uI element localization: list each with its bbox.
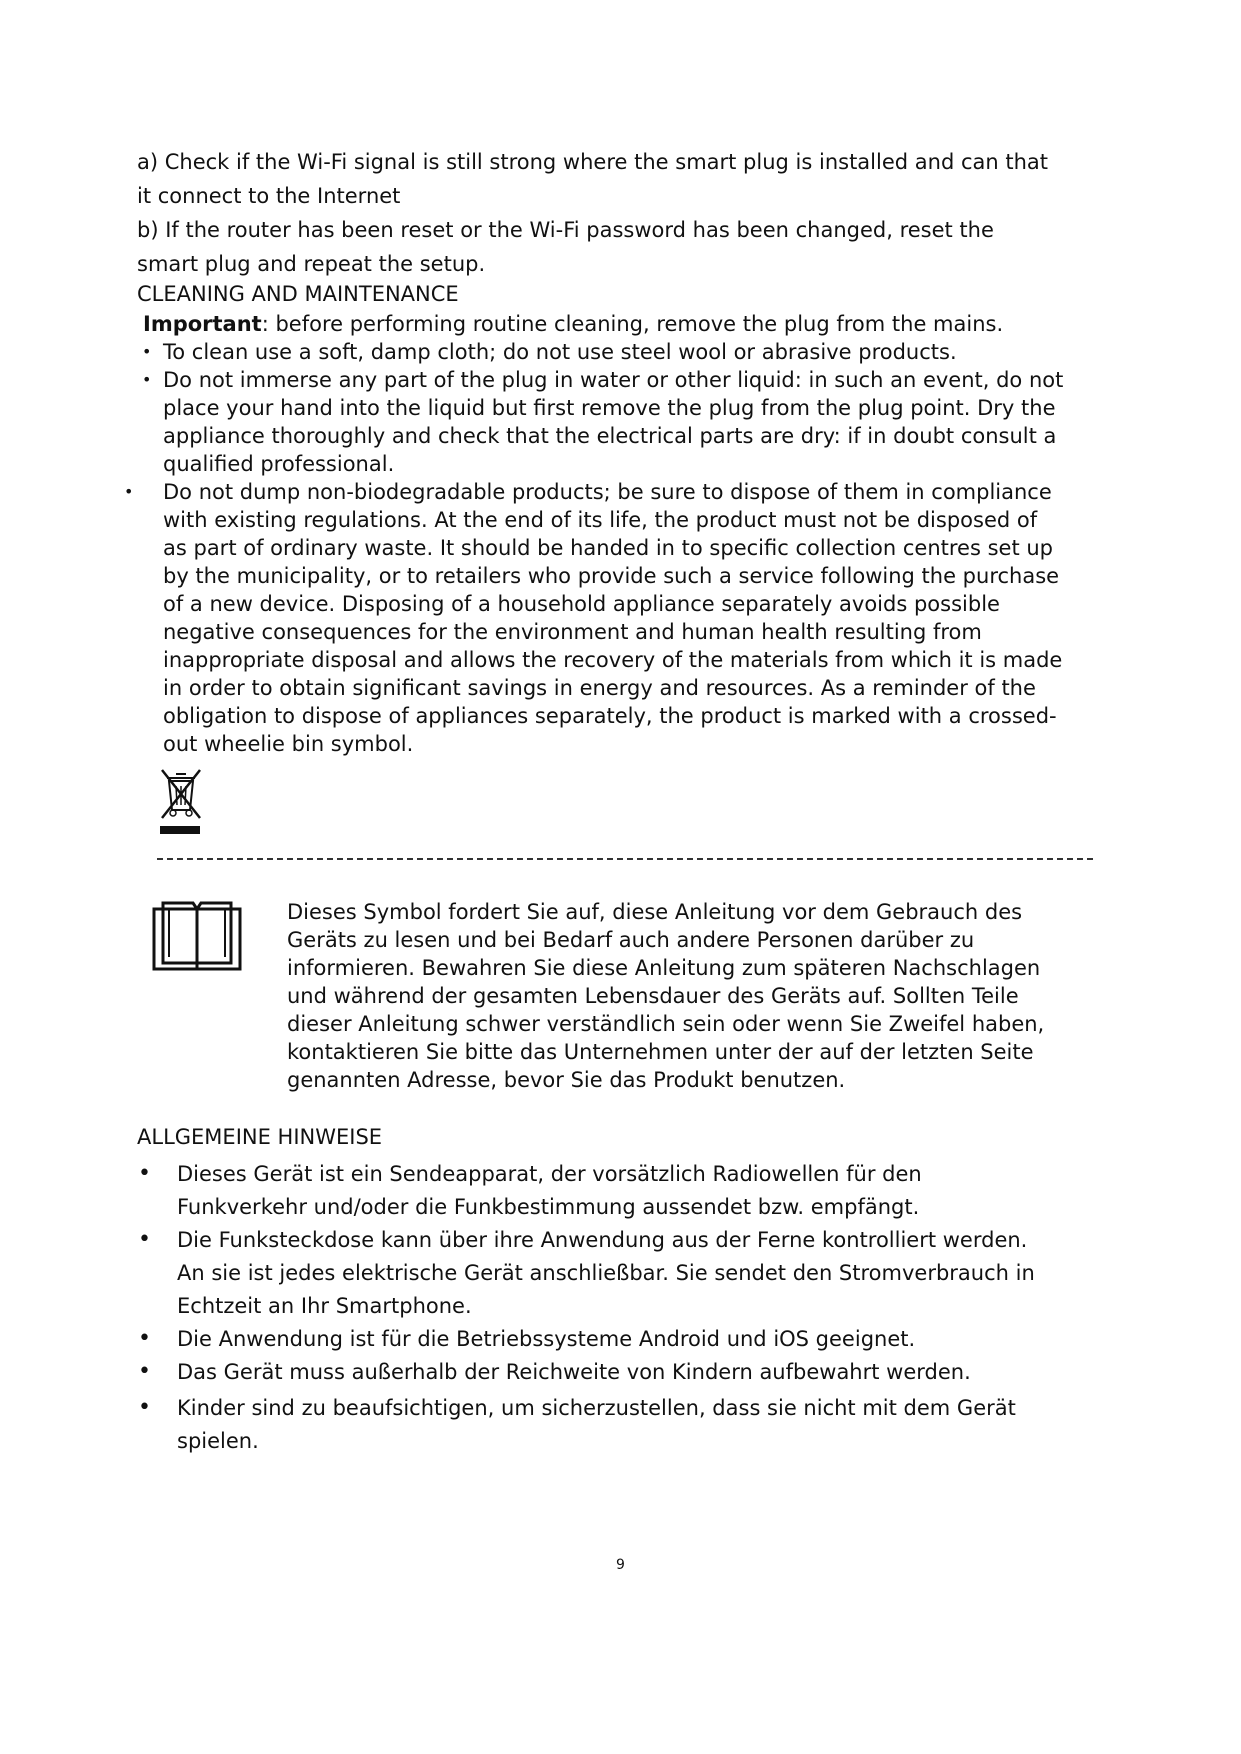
allgemeine-hinweise-heading: ALLGEMEINE HINWEISE — [137, 1125, 383, 1149]
troubleshoot-a-line2: it connect to the Internet — [137, 184, 401, 208]
bullet-marker: • — [138, 1395, 151, 1420]
german-bullet-line: spielen. — [177, 1429, 259, 1453]
german-bullet-line: Funkverkehr und/oder die Funkbestimmung aussendet bzw. empfängt. — [177, 1195, 920, 1219]
page-number: 9 — [616, 1557, 625, 1573]
bullet-marker: • — [138, 1326, 151, 1351]
crossed-out-wheelie-bin-icon — [158, 764, 204, 836]
cleaning-bullet-3-line: of a new device. Disposing of a household appliance separately avoids possible — [163, 592, 1000, 616]
cleaning-bullet-2-line: Do not immerse any part of the plug in water or other liquid: in such an event, do not — [163, 368, 1064, 392]
troubleshoot-a-line1: a) Check if the Wi-Fi signal is still strong where the smart plug is installed and can that — [137, 150, 1048, 174]
german-intro-line: kontaktieren Sie bitte das Unternehmen unter der auf der letzten Seite — [287, 1040, 1034, 1064]
bullet-marker: • — [138, 1161, 151, 1186]
troubleshoot-b-line2: smart plug and repeat the setup. — [137, 252, 486, 276]
german-bullet-line: Die Anwendung ist für die Betriebssysteme Android und iOS geeignet. — [177, 1327, 916, 1351]
german-bullet-line: Die Funksteckdose kann über ihre Anwendung aus der Ferne kontrolliert werden. — [177, 1228, 1028, 1252]
important-text: : before performing routine cleaning, remove the plug from the mains. — [261, 312, 1004, 336]
cleaning-bullet-3-line: as part of ordinary waste. It should be handed in to specific collection centres set up — [163, 536, 1053, 560]
cleaning-bullet-1: To clean use a soft, damp cloth; do not use steel wool or abrasive products. — [163, 340, 957, 364]
cleaning-bullet-2-line: place your hand into the liquid but first remove the plug from the plug point. Dry the — [163, 396, 1056, 420]
cleaning-bullet-2-line: appliance thoroughly and check that the electrical parts are dry: if in doubt consult a — [163, 424, 1057, 448]
cleaning-bullet-3-line: Do not dump non-biodegradable products; be sure to dispose of them in compliance — [163, 480, 1052, 504]
german-bullet-line: Echtzeit an Ihr Smartphone. — [177, 1294, 472, 1318]
german-intro-line: informieren. Bewahren Sie diese Anleitung zum späteren Nachschlagen — [287, 956, 1041, 980]
german-intro-line: Dieses Symbol fordert Sie auf, diese Anleitung vor dem Gebrauch des — [287, 900, 1023, 924]
important-label: Important — [143, 312, 262, 336]
cleaning-heading: CLEANING AND MAINTENANCE — [137, 282, 459, 306]
german-bullet-line: Das Gerät muss außerhalb der Reichweite von Kindern aufbewahrt werden. — [177, 1360, 971, 1384]
german-bullet-line: Kinder sind zu beaufsichtigen, um sicherzustellen, dass sie nicht mit dem Gerät — [177, 1396, 1016, 1420]
german-intro-line: Geräts zu lesen und bei Bedarf auch andere Personen darüber zu — [287, 928, 975, 952]
german-intro-line: genannten Adresse, bevor Sie das Produkt benutzen. — [287, 1068, 846, 1092]
section-divider — [157, 858, 1093, 860]
bullet-marker: • — [138, 1227, 151, 1252]
open-book-manual-icon — [151, 897, 243, 973]
cleaning-bullet-3-line: inappropriate disposal and allows the recovery of the materials from which it is made — [163, 648, 1063, 672]
german-bullet-line: An sie ist jedes elektrische Gerät anschließbar. Sie sendet den Stromverbrauch in — [177, 1261, 1035, 1285]
cleaning-bullet-3-line: out wheelie bin symbol. — [163, 732, 414, 756]
cleaning-bullet-3-line: with existing regulations. At the end of its life, the product must not be disposed of — [163, 508, 1038, 532]
cleaning-bullet-2-line: qualified professional. — [163, 452, 395, 476]
cleaning-bullet-3-line: by the municipality, or to retailers who provide such a service following the purchase — [163, 564, 1060, 588]
bullet-marker: • — [142, 370, 152, 389]
german-intro-line: und während der gesamten Lebensdauer des Geräts auf. Sollten Teile — [287, 984, 1019, 1008]
cleaning-bullet-3-line: obligation to dispose of appliances separately, the product is marked with a crossed- — [163, 704, 1057, 728]
bullet-marker: • — [138, 1359, 151, 1384]
german-bullet-line: Dieses Gerät ist ein Sendeapparat, der vorsätzlich Radiowellen für den — [177, 1162, 922, 1186]
bullet-marker: • — [124, 482, 134, 501]
cleaning-bullet-3-line: in order to obtain significant savings in energy and resources. As a reminder of the — [163, 676, 1036, 700]
bullet-marker: • — [142, 342, 152, 361]
german-intro-line: dieser Anleitung schwer verständlich sein oder wenn Sie Zweifel haben, — [287, 1012, 1045, 1036]
cleaning-bullet-3-line: negative consequences for the environment and human health resulting from — [163, 620, 982, 644]
important-line — [143, 310, 1003, 338]
troubleshoot-b-line1: b) If the router has been reset or the Wi-Fi password has been changed, reset the — [137, 218, 994, 242]
